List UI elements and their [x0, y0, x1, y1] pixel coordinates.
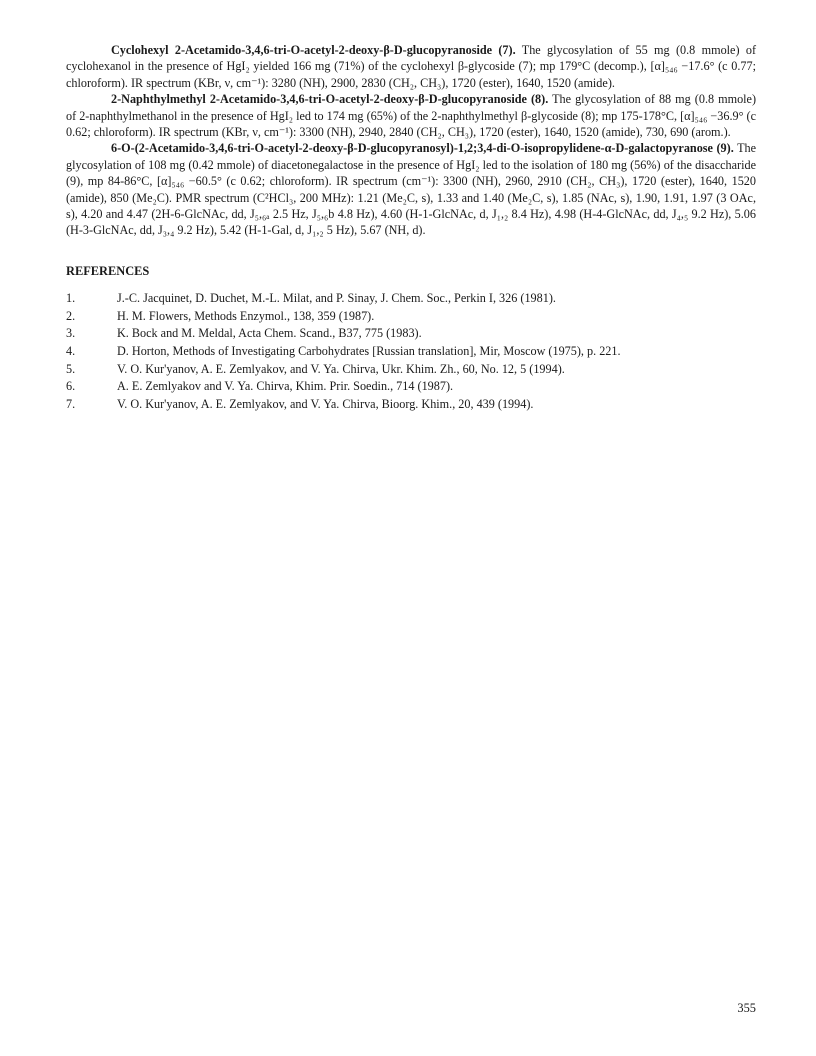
article-body — [66, 42, 756, 413]
reference-text: J.-C. Jacquinet, D. Duchet, M.-L. Milat, and P. Sinay, J. Chem. Soc., Perkin I, 326 (1981). — [117, 291, 556, 306]
reference-text: V. O. Kur'yanov, A. E. Zemlyakov, and V. Ya. Chirva, Bioorg. Khim., 20, 439 (1994). — [117, 396, 534, 411]
reference-text: H. M. Flowers, Methods Enzymol., 138, 359 (1987). — [117, 308, 375, 323]
reference-text: V. O. Kur'yanov, A. E. Zemlyakov, and V. Ya. Chirva, Ukr. Khim. Zh., 60, No. 12, 5 (1994). — [117, 361, 565, 376]
reference-number: 1. — [66, 291, 76, 306]
reference-item — [66, 325, 756, 343]
reference-text: A. E. Zemlyakov and V. Ya. Chirva, Khim. Prir. Soedin., 714 (1987). — [117, 379, 454, 394]
experimental-paragraph-7 — [66, 42, 756, 91]
reference-number: 6. — [66, 379, 76, 394]
references-list — [66, 290, 756, 413]
references-heading: REFERENCES — [66, 263, 150, 278]
paragraph-text: The glycosylation of 55 mg (0.8 mmole) of cyclohexanol in the presence of HgI₂ yielded 166 mg (71%) of the cyclohexyl β-glycoside (7); mp 179°C (decomp.), [α]₅₄₆ −17.6° (c 0.77; chloroform). IR spectrum (KBr, ν, cm⁻¹): 3280 (NH), 2900, 2830 (CH₂, CH₃), 1720 (ester), 1640, 1520 (amide). — [66, 43, 757, 90]
paragraph-text: The glycosylation of 108 mg (0.42 mmole) of diacetonegalactose in the presence of HgI₂ led to the isolation of 180 mg (56%) of the disaccharide (9), mp 84-86°C, [α]₅₄₆ −60.5° (c 0.62; chloroform). IR spectrum (cm⁻¹): 3300 (NH), 2960, 2910 (CH₂, CH₃), 1720 (ester), 1640, 1520 (amide), 850 (Me₂C). PMR spectrum (C²HCl₃, 200 MHz): 1.21 (Me₂C, s), 1.33 and 1.40 (Me₂C, s), 1.85 (NAc, s), 1.90, 1.91, 1.97 (3 OAc, s), 4.20 and 4.47 (2H-6-GlcNAc, dd, J₅,₆ₐ 2.5 Hz, J₅,₆b 4.8 Hz), 4.60 (H-1-GlcNAc, d, J₁,₂ 8.4 Hz), 4.98 (H-4-GlcNAc, dd, J₄,₅ 9.2 Hz), 5.06 (H-3-GlcNAc, dd, J₃,₄ 9.2 Hz), 5.42 (H-1-Gal, d, J₁,₂ 5 Hz), 5.67 (NH, d). — [66, 141, 757, 238]
experimental-paragraph-9 — [66, 140, 756, 238]
reference-item — [66, 361, 756, 379]
page-number: 355 — [737, 1001, 756, 1015]
compound-title: 6-O-(2-Acetamido-3,4,6-tri-O-acetyl-2-deoxy-β-D-glucopyranosyl)-1,2;3,4-di-O-isopropylidene-α-D-galactopyranose (9). — [111, 141, 734, 156]
compound-title: Cyclohexyl 2-Acetamido-3,4,6-tri-O-acetyl-2-deoxy-β-D-glucopyranoside (7). — [111, 43, 516, 57]
reference-number: 4. — [66, 344, 76, 359]
reference-number: 7. — [66, 396, 76, 411]
paragraph-text: The glycosylation of 88 mg (0.8 mmole) of 2-naphthylmethanol in the presence of HgI₂ led to 174 mg (65%) of the 2-naphthylmethyl β-glycoside (8); mp 175-178°C, [α]₅₄₆ −36.9° (c 0.62; chloroform). IR spectrum (KBr, ν, cm⁻¹): 3300 (NH), 2940, 2840 (CH₂, CH₃), 1720 (ester), 1640, 1520 (amide), 730, 690 (arom.). — [66, 92, 757, 140]
reference-item — [66, 396, 756, 414]
reference-number: 2. — [66, 308, 76, 323]
reference-item — [66, 343, 756, 361]
reference-text: D. Horton, Methods of Investigating Carbohydrates [Russian translation], Mir, Moscow (1975), p. 221. — [117, 344, 621, 359]
reference-item — [66, 378, 756, 396]
reference-number: 3. — [66, 326, 76, 341]
experimental-paragraph-8 — [66, 91, 756, 140]
reference-item — [66, 308, 756, 326]
reference-item — [66, 290, 756, 308]
reference-text: K. Bock and M. Meldal, Acta Chem. Scand., B37, 775 (1983). — [117, 326, 422, 341]
compound-title: 2-Naphthylmethyl 2-Acetamido-3,4,6-tri-O-acetyl-2-deoxy-β-D-glucopyranoside (8). — [111, 92, 549, 107]
reference-number: 5. — [66, 361, 76, 376]
